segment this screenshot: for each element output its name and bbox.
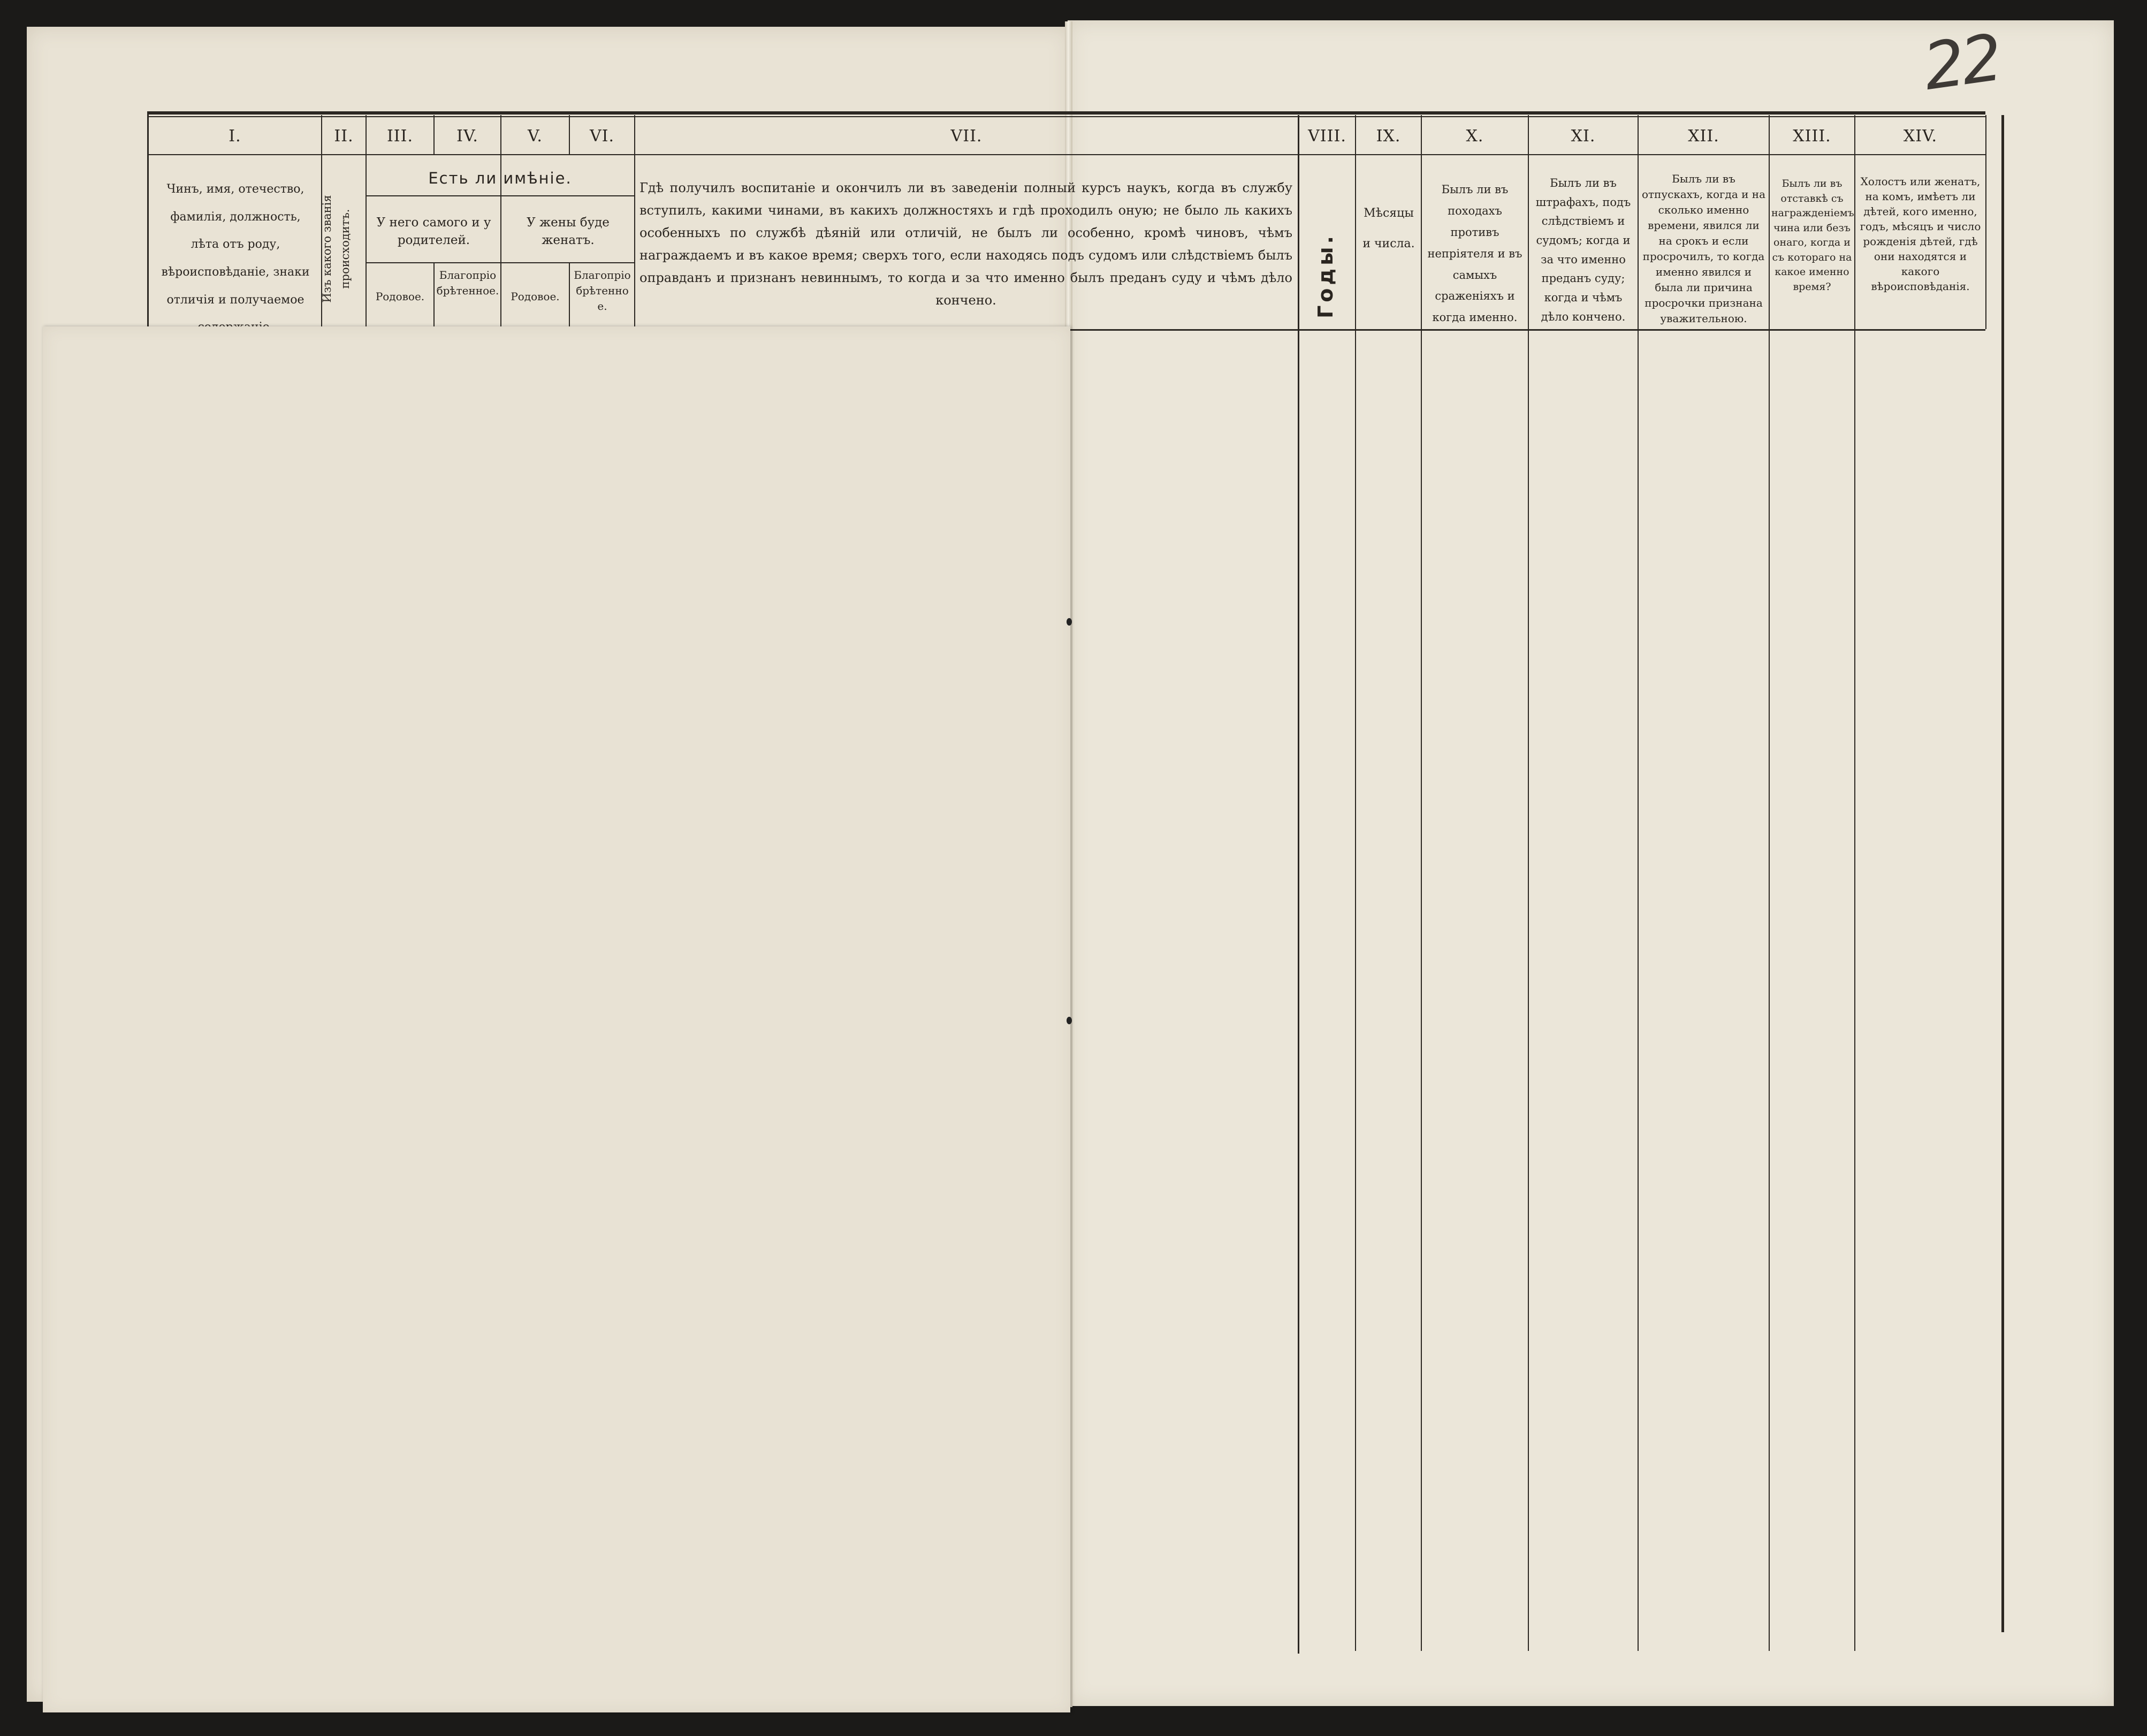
col-divider [433, 262, 435, 328]
col-numeral: VI. [589, 127, 615, 146]
col-v-header: Родовое. [511, 290, 560, 303]
estate-self-label: У него самого и у родителей. [376, 216, 491, 248]
col-numeral: VIII. [1308, 127, 1346, 146]
col-numeral: XII. [1688, 127, 1719, 146]
table-top-border-thin [147, 116, 1985, 117]
col-ix-header: Мѣсяцы и числа. [1362, 207, 1415, 251]
col-vii-header: Гдѣ получилъ воспитаніе и окончилъ ли въ заведеніи полный курсъ наукъ, когда въ службу вступилъ, какими чинами, въ какихъ должностяхъ и гдѣ проходилъ оную; не было ль какихъ особенныхъ по службѣ дѣяній или отличій, не былъ ли особенно, кромѣ чиновъ, чѣмъ награждаемъ и въ какое время; сверхъ того, если находясь подъ судомъ или слѣдствіемъ былъ оправданъ и признанъ невиннымъ, то когда и за что именно былъ преданъ суду и чѣмъ дѣло кончено. [639, 180, 1292, 308]
col-vi-header: Благопріобрѣтенное. [574, 269, 631, 313]
overlay-blank-page [43, 326, 1070, 1712]
estate-divider [366, 262, 634, 263]
binding-pin [1067, 618, 1072, 626]
col-i-header: Чинъ, имя, отечество, фамилія, должность, лѣта отъ роду, вѣроисповѣданіе, знаки отличія и получаемое [161, 182, 310, 307]
col-viii-header: Годы. [1314, 233, 1337, 318]
col-xiii-header: Былъ ли въ отставкѣ съ награжденіемъ чина или безъ онаго, когда и съ котораго на какое именно время? [1771, 178, 1854, 293]
col-divider [1528, 115, 1529, 1651]
col-xiv-header: Холостъ или женатъ, на комъ, имѣетъ ли дѣтей, кого именно, годъ, мѣсяцъ и число рожденія дѣтей, гдѣ они находятся и какого вѣроисповѣданія. [1860, 175, 1981, 293]
col-iii-header: Родовое. [375, 290, 425, 303]
col-divider [1355, 115, 1356, 1651]
col-numeral: X. [1466, 127, 1484, 146]
estate-divider [366, 195, 634, 196]
table-top-border [147, 111, 1985, 115]
col-divider [1854, 115, 1855, 1651]
col-numeral: IV. [456, 127, 478, 146]
col-numeral: XIV. [1903, 127, 1938, 146]
col-divider [1638, 115, 1639, 1651]
estate-group-title: Есть ли имѣніе. [428, 169, 572, 187]
page-number: 22 [1919, 20, 2004, 105]
col-numeral: V. [528, 127, 543, 146]
col-numeral: XIII. [1793, 127, 1831, 146]
table-right-border [2001, 115, 2004, 1632]
col-divider [1298, 115, 1299, 1654]
col-numeral: III. [386, 127, 414, 146]
col-iv-header: Благопріобрѣтенное. [436, 269, 499, 297]
col-numeral: VII. [950, 127, 983, 146]
col-numeral: IX. [1376, 127, 1401, 146]
col-numeral: I. [229, 127, 241, 146]
numeral-row-divider [147, 154, 1985, 155]
col-xii-header: Былъ ли въ отпускахъ, когда и на сколько именно времени, явился ли на срокъ и если просрочилъ, то когда именно явился и была ли причина просрочки признана уважительною. [1641, 172, 1766, 325]
col-x-header: Былъ ли въ походахъ противъ непріятеля и въ самыхъ сраженіяхъ и когда именно. [1427, 183, 1522, 324]
col-divider [1769, 115, 1770, 1651]
col-divider [1421, 115, 1422, 1651]
col-numeral: XI. [1571, 127, 1596, 146]
binding-pin [1067, 1017, 1072, 1024]
estate-wife-label: У жены буде женатъ. [527, 216, 610, 248]
table-right-inner [1985, 115, 1986, 329]
col-numeral: II. [334, 127, 354, 146]
col-ii-header: Изъ какого званія происходитъ. [321, 195, 352, 303]
col-divider [569, 262, 570, 328]
col-xi-header: Былъ ли въ штрафахъ, подъ слѣдствіемъ и судомъ; когда и за что именно преданъ суду; когда и чѣмъ дѣло кончено. [1535, 177, 1631, 323]
